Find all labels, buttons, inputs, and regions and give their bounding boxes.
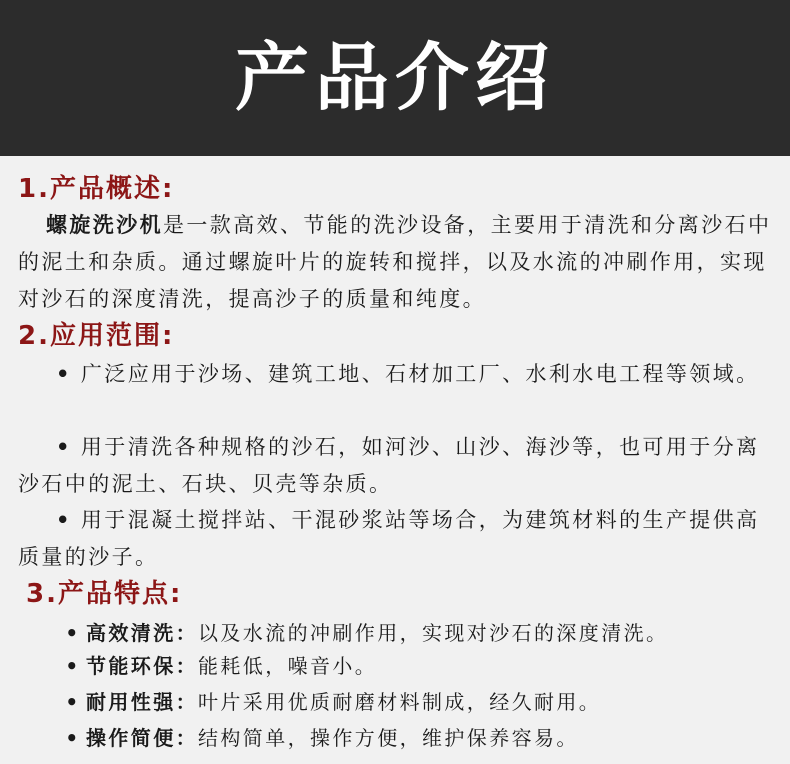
feature-item (60, 618, 780, 648)
page-header (0, 0, 790, 156)
overview-text: 是一款高效、节能的洗沙设备，主要用于清洗和分离沙石中的泥土和杂质。通过螺旋叶片的旋转和搅拌，以及水流的冲刷作用，实现对沙石的深度清洗，提高沙子的质量和纯度。 (18, 213, 772, 311)
feature-text: 以及水流的冲刷作用，实现对沙石的深度清洗。 (198, 621, 669, 645)
bullet-icon: • (56, 435, 72, 459)
application-text: 用于清洗各种规格的沙石，如河沙、山沙、海沙等，也可用于分离沙石中的泥土、石块、贝壳等杂质。 (18, 435, 760, 496)
bullet-icon: • (65, 621, 81, 645)
feature-label: 高效清洗： (86, 621, 198, 645)
bullet-icon: • (56, 362, 72, 386)
section-heading-applications: 2.应用范围: (18, 321, 175, 351)
feature-text: 能耗低，噪音小。 (198, 654, 378, 678)
feature-item (60, 687, 780, 717)
application-item (18, 356, 778, 393)
feature-text: 结构简单，操作方便，维护保养容易。 (198, 726, 579, 750)
overview-paragraph (18, 207, 778, 318)
section-heading-overview: 1.产品概述: (18, 174, 175, 204)
feature-label: 操作简便： (86, 726, 198, 750)
application-text: 用于混凝土搅拌站、干混砂浆站等场合，为建筑材料的生产提供高质量的沙子。 (18, 508, 760, 569)
feature-label: 节能环保： (86, 654, 198, 678)
section-heading-features: 3.产品特点: (26, 579, 183, 609)
bullet-icon: • (56, 508, 72, 532)
feature-label: 耐用性强： (86, 690, 198, 714)
application-text: 广泛应用于沙场、建筑工地、石材加工厂、水利水电工程等领域。 (80, 362, 760, 386)
application-item (18, 429, 778, 503)
bullet-icon: • (65, 654, 81, 678)
application-item (18, 502, 778, 576)
feature-item (60, 651, 780, 681)
content-area (0, 156, 790, 764)
feature-text: 叶片采用优质耐磨材料制成，经久耐用。 (198, 690, 602, 714)
page-title: 产品介绍 (235, 35, 555, 121)
feature-item (60, 723, 780, 753)
bullet-icon: • (65, 726, 81, 750)
product-name: 螺旋洗沙机 (46, 213, 163, 237)
bullet-icon: • (65, 690, 81, 714)
